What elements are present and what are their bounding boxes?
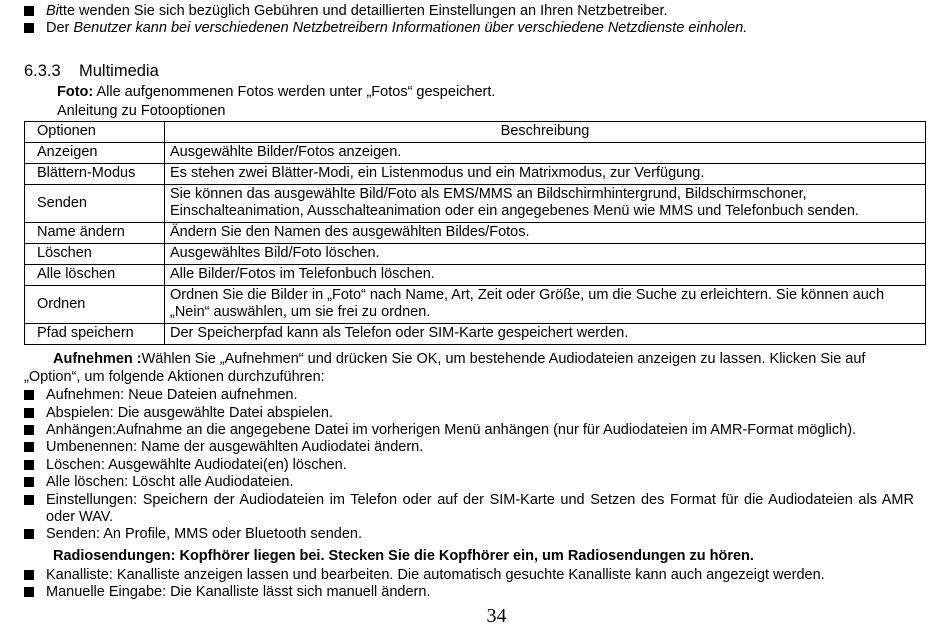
table-row: [25, 185, 926, 223]
bullet-square-icon: [24, 408, 34, 418]
bullet-square-icon: [24, 23, 34, 33]
list-item-text: Manuelle Eingabe: Die Kanalliste lässt sich manuell ändern.: [46, 584, 431, 600]
bullet-square-icon: [24, 477, 34, 487]
description-cell: Ausgewähltes Bild/Foto löschen.: [165, 244, 926, 265]
aufnehmen-paragraph: [53, 351, 865, 368]
column-header-options: Optionen: [25, 122, 165, 143]
list-item: [24, 387, 914, 404]
list-item-text: Alle löschen: Löscht alle Audiodateien.: [46, 474, 294, 490]
photo-options-table: [24, 121, 926, 345]
list-item: [24, 405, 914, 422]
list-item-text: Anhängen:Aufnahme an die angegebene Datei im vorherigen Menü anhängen (nur für Audiodateien im AMR-Format möglich).: [46, 422, 857, 438]
option-cell: Alle löschen: [25, 265, 165, 286]
section-number: 6.3.3: [24, 62, 61, 80]
list-item-text: Abspielen: Die ausgewählte Datei abspielen.: [46, 405, 333, 421]
aufnehmen-label: Aufnehmen :: [53, 351, 142, 367]
aufnehmen-text-continued: „Option“, um folgende Aktionen durchzuführen:: [24, 369, 325, 385]
bullet-square-icon: [24, 6, 34, 16]
option-cell: Blättern-Modus: [25, 164, 165, 185]
description-cell: Sie können das ausgewählte Bild/Foto als EMS/MMS an Bildschirmhintergrund, Bildschirmschoner, Einschalteanimation, Ausschalteanimation oder ein angegebenes Menü wie MMS und Telefonbuch senden.: [165, 185, 926, 223]
list-item: [24, 20, 914, 37]
list-item: [24, 492, 914, 526]
table-row: [25, 244, 926, 265]
list-item-text: Aufnehmen: Neue Dateien aufnehmen.: [46, 387, 298, 403]
description-cell: Alle Bilder/Fotos im Telefonbuch löschen.: [165, 265, 926, 286]
list-item: [24, 474, 914, 491]
option-cell: Pfad speichern: [25, 324, 165, 345]
description-cell: Ordnen Sie die Bilder in „Foto“ nach Name, Art, Zeit oder Größe, um die Suche zu erleichtern. Sie können auch „Nein“ auswählen, um sie frei zu ordnen.: [165, 286, 926, 324]
option-cell: Ordnen: [25, 286, 165, 324]
list-item: [24, 457, 914, 474]
description-cell: Der Speicherpfad kann als Telefon oder SIM-Karte gespeichert werden.: [165, 324, 926, 345]
option-cell: Anzeigen: [25, 143, 165, 164]
bullet-square-icon: [24, 570, 34, 580]
list-item-text: Umbenennen: Name der ausgewählten Audiodatei ändern.: [46, 439, 424, 455]
table-row: [25, 324, 926, 345]
table-caption: Anleitung zu Fotooptionen: [57, 103, 226, 119]
list-item-prefix: Der: [46, 20, 74, 36]
list-item: [24, 526, 914, 543]
table-row: [25, 143, 926, 164]
description-cell: Ausgewählte Bilder/Fotos anzeigen.: [165, 143, 926, 164]
list-item-text: Einstellungen: Speichern der Audiodateien im Telefon oder auf der SIM-Karte und Setzen des Format für die Audiodateien als AMR oder WAV.: [46, 492, 914, 525]
section-title: Multimedia: [79, 62, 159, 80]
option-cell: Löschen: [25, 244, 165, 265]
option-cell: Senden: [25, 185, 165, 223]
list-item-text: tte wenden Sie sich bezüglich Gebühren und detaillierten Einstellungen an Ihren Netzbetreiber.: [58, 3, 668, 19]
aufnehmen-text: Wählen Sie „Aufnehmen“ und drücken Sie OK, um bestehende Audiodateien anzeigen zu lassen. Klicken Sie auf: [141, 351, 866, 367]
list-item-text: Benutzer kann bei verschiedenen Netzbetreibern Informationen über verschiedene Netzdienste einholen.: [73, 20, 748, 36]
option-cell: Name ändern: [25, 223, 165, 244]
list-item: [24, 3, 914, 20]
list-item-text: Löschen: Ausgewählte Audiodatei(en) löschen.: [46, 457, 347, 473]
list-item: [24, 567, 914, 584]
list-item-text: Senden: An Profile, MMS oder Bluetooth senden.: [46, 526, 362, 542]
bullet-square-icon: [24, 495, 34, 505]
bullet-square-icon: [24, 425, 34, 435]
bullet-square-icon: [24, 460, 34, 470]
table-row: [25, 286, 926, 324]
list-item: [24, 422, 914, 439]
list-item-prefix: Bi: [46, 3, 59, 19]
page-number: 34: [486, 605, 507, 627]
table-row: [25, 164, 926, 185]
table-header-row: [25, 122, 926, 143]
list-item: [24, 584, 914, 601]
list-item-text: Kanalliste: Kanalliste anzeigen lassen und bearbeiten. Die automatisch gesuchte Kanalliste kann auch angezeigt werden.: [46, 567, 825, 583]
foto-text: Alle aufgenommenen Fotos werden unter „Fotos“ gespeichert.: [93, 84, 496, 100]
bullet-square-icon: [24, 587, 34, 597]
section-heading: [24, 61, 159, 81]
description-cell: Es stehen zwei Blätter-Modi, ein Listenmodus und ein Matrixmodus, zur Verfügung.: [165, 164, 926, 185]
list-item: [24, 439, 914, 456]
bullet-square-icon: [24, 390, 34, 400]
radio-heading: Radiosendungen: Kopfhörer liegen bei. Stecken Sie die Kopfhörer ein, um Radiosendungen zu hören.: [53, 548, 754, 564]
table-row: [25, 223, 926, 244]
column-header-description: Beschreibung: [165, 122, 926, 143]
bullet-square-icon: [24, 442, 34, 452]
foto-label: Foto:: [57, 84, 94, 100]
foto-paragraph: [57, 84, 495, 101]
description-cell: Ändern Sie den Namen des ausgewählten Bildes/Fotos.: [165, 223, 926, 244]
table-row: [25, 265, 926, 286]
bullet-square-icon: [24, 529, 34, 539]
